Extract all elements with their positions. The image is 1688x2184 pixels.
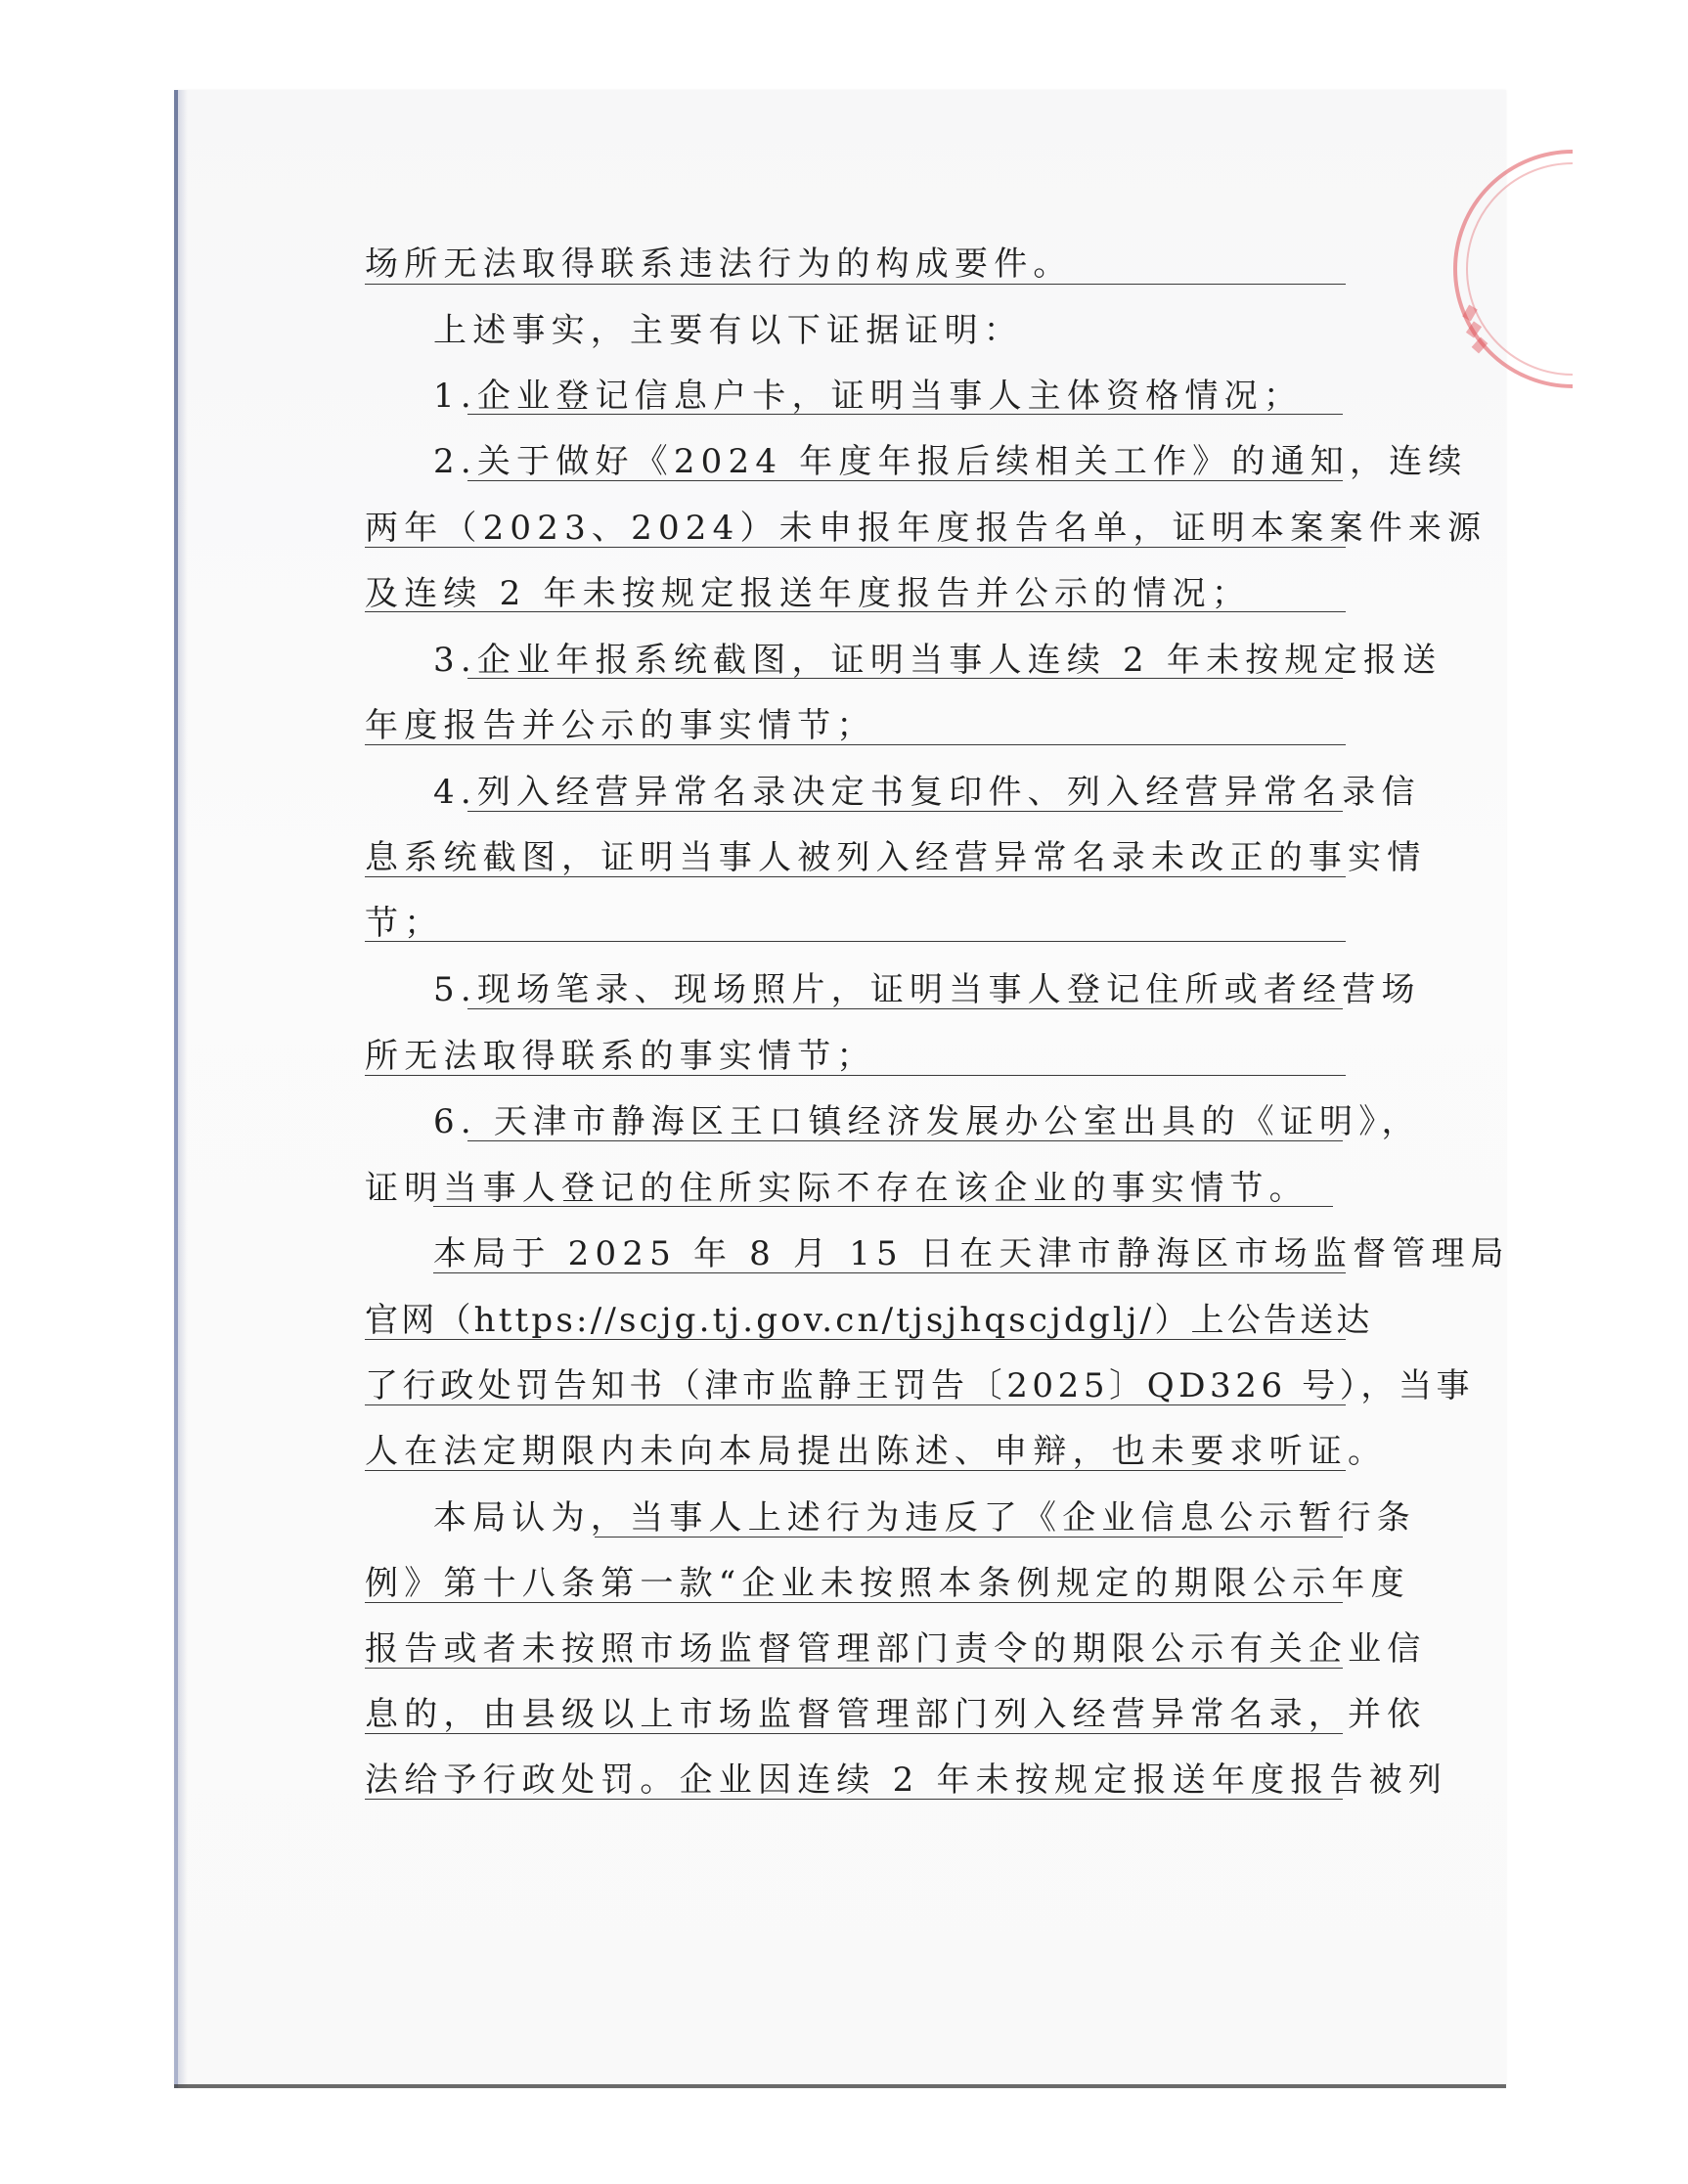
underline — [595, 1537, 1343, 1538]
underline — [467, 414, 1343, 415]
underline — [365, 1470, 1346, 1471]
underline — [467, 1140, 1343, 1141]
body-line: 两年（2023、2024）未申报年度报告名单，证明本案案件来源 — [365, 509, 1488, 548]
underline — [365, 284, 1346, 285]
body-line: 及连续 2 年未按规定报送年度报告并公示的情况； — [365, 574, 1252, 613]
evidence-intro: 上述事实，主要有以下证据证明： — [433, 311, 1023, 350]
evidence-item-5: 5.现场笔录、现场照片，证明当事人登记住所或者经营场 — [433, 970, 1421, 1009]
finding-paragraph-line: 息的，由县级以上市场监督管理部门列入经营异常名录，并依 — [365, 1695, 1427, 1734]
finding-paragraph-line: 本局认为，当事人上述行为违反了《企业信息公示暂行条 — [433, 1498, 1416, 1538]
underline — [467, 480, 1343, 481]
underline — [365, 611, 1346, 612]
underline — [365, 1339, 1346, 1340]
official-seal-stamp — [1445, 137, 1573, 401]
underline — [365, 1733, 1343, 1734]
underline — [365, 1799, 1343, 1800]
underline — [433, 1272, 1346, 1273]
body-line: 所无法取得联系的事实情节； — [365, 1037, 876, 1076]
underline — [467, 1008, 1343, 1009]
underline — [365, 1602, 1343, 1603]
page-left-shadow — [178, 90, 188, 2088]
evidence-item-3: 3.企业年报系统截图，证明当事人连续 2 年未按规定报送 — [433, 641, 1443, 680]
body-line: 证明当事人登记的住所实际不存在该企业的事实情节。 — [365, 1169, 1309, 1208]
body-line: 年度报告并公示的事实情节； — [365, 706, 876, 745]
underline — [467, 678, 1343, 679]
notice-paragraph-line: 本局于 2025 年 8 月 15 日在天津市静海区市场监督管理局 — [433, 1234, 1510, 1273]
notice-paragraph-line: 了行政处罚告知书（津市监静王罚告〔2025〕QD326 号），当事 — [365, 1366, 1475, 1405]
finding-paragraph-line: 法给予行政处罚。企业因连续 2 年未按规定报送年度报告被列 — [365, 1761, 1448, 1800]
finding-paragraph-line: 报告或者未按照市场监督管理部门责令的期限公示有关企业信 — [365, 1629, 1427, 1669]
body-line: 息系统截图，证明当事人被列入经营异常名录未改正的事实情 — [365, 838, 1427, 877]
underline — [467, 811, 1343, 812]
evidence-item-4: 4.列入经营异常名录决定书复印件、列入经营异常名录信 — [433, 773, 1421, 812]
page-bottom-edge — [174, 2084, 1506, 2088]
underline — [365, 744, 1346, 745]
underline — [365, 1668, 1343, 1669]
evidence-item-1: 1.企业登记信息户卡，证明当事人主体资格情况； — [433, 377, 1304, 416]
finding-paragraph-line: 例》第十八条第一款“企业未按照本条例规定的期限公示年度 — [365, 1564, 1410, 1603]
underline — [365, 876, 1346, 877]
underline — [433, 1206, 1333, 1207]
body-line: 节； — [365, 904, 444, 943]
evidence-item-2: 2.关于做好《2024 年度年报后续相关工作》的通知，连续 — [433, 442, 1468, 481]
body-line-1: 场所无法取得联系违法行为的构成要件。 — [365, 245, 1073, 284]
underline — [365, 1404, 1346, 1405]
underline — [365, 941, 1346, 942]
underline — [365, 547, 1346, 548]
evidence-item-6: 6. 天津市静海区王口镇经济发展办公室出具的《证明》， — [433, 1102, 1421, 1141]
underline — [365, 1075, 1346, 1076]
notice-paragraph-line: 官网（https://scjg.tj.gov.cn/tjsjhqscjdglj/）上公告送达 — [365, 1301, 1373, 1340]
notice-paragraph-line: 人在法定期限内未向本局提出陈述、申辩，也未要求听证。 — [365, 1432, 1388, 1471]
